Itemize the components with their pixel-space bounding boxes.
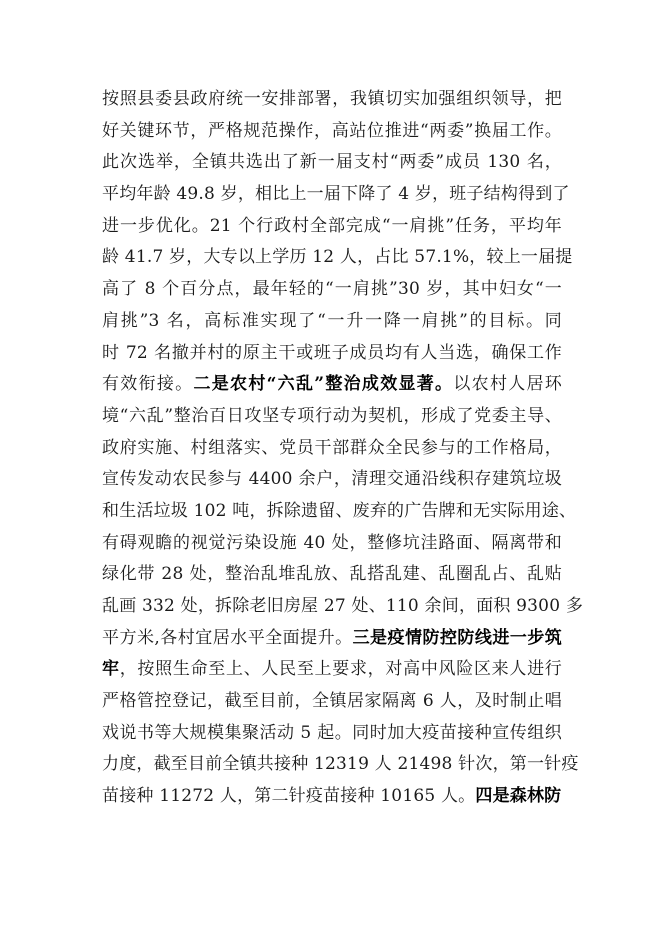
bold-heading-text: 四是森林防 (475, 786, 562, 807)
bold-heading-text: 三是疫情防控防线进一步筑 (352, 627, 563, 648)
paragraph-line (102, 147, 562, 179)
paragraph-line (102, 211, 562, 243)
paragraph-line (102, 338, 562, 370)
body-text: 境“六乱”整治百日攻坚专项行动为契机，形成了党委主导、 (102, 405, 562, 426)
paragraph-line (102, 749, 579, 781)
body-text: 绿化带 28 处，整治乱堆乱放、乱搭乱建、乱圈乱占、乱贴 (102, 564, 562, 585)
paragraph-line (102, 401, 562, 433)
paragraph-line (102, 654, 562, 686)
paragraph-line (102, 686, 562, 718)
document-body (102, 84, 584, 813)
paragraph-line (102, 559, 562, 591)
body-text: 宣传发动农民参与 4400 余户，清理交通沿线积存建筑垃圾 (102, 469, 562, 490)
paragraph-line (102, 623, 562, 655)
paragraph-line (102, 306, 562, 338)
bold-heading-text: 牢 (102, 659, 120, 680)
paragraph-line (102, 369, 562, 401)
bold-heading-text: 二是农村“六乱”整治成效显著。 (193, 374, 454, 395)
paragraph-line (102, 528, 562, 560)
paragraph-line (102, 179, 570, 211)
paragraph-line (102, 591, 584, 623)
paragraph-line (102, 781, 562, 813)
body-text: ，按照生命至上、人民至上要求，对高中风险区来人进行 (119, 659, 563, 680)
body-text: 进一步优化。21 个行政村全部完成“一肩挑”任务，平均年 (102, 215, 562, 236)
body-text: 平方米,各村宜居水平全面提升。 (102, 627, 353, 648)
body-text: 戏说书等大规模集聚活动 5 起。同时加大疫苗接种宣传组织 (102, 722, 562, 743)
body-text: 以农村人居环 (453, 374, 563, 395)
body-text: 力度，截至目前全镇共接种 12319 人 21498 针次，第一针疫 (102, 754, 579, 775)
paragraph-line (102, 718, 562, 750)
paragraph-line (102, 84, 562, 116)
body-text: 有碍观瞻的视觉污染设施 40 处，整修坑洼路面、隔离带和 (102, 532, 562, 553)
body-text: 时 72 名撤并村的原主干或班子成员均有人当选，确保工作 (102, 342, 562, 363)
body-text: 高了 8 个百分点，最年轻的“一肩挑”30 岁，其中妇女“一 (102, 279, 562, 300)
body-text: 乱画 332 处，拆除老旧房屋 27 处、110 余间，面积 9300 多 (102, 596, 584, 616)
paragraph-line (102, 433, 562, 465)
paragraph-line (102, 496, 577, 528)
body-text: 龄 41.7 岁，大专以上学历 12 人，占比 57.1%，较上一届提 (102, 247, 573, 268)
body-text: 严格管控登记，截至目前，全镇居家隔离 6 人，及时制止唱 (102, 691, 562, 712)
body-text: 苗接种 11272 人，第二针疫苗接种 10165 人。 (102, 786, 476, 807)
body-text: 肩挑”3 名，高标准实现了“一升一降一肩挑”的目标。同 (102, 310, 562, 331)
paragraph-line (102, 464, 562, 496)
body-text: 和生活垃圾 102 吨，拆除遗留、废弃的广告牌和无实际用途、 (102, 500, 577, 521)
body-text: 此次选举，全镇共选出了新一届支村“两委”成员 130 名， (102, 152, 562, 173)
paragraph-line (102, 242, 573, 274)
body-text: 好关键环节，严格规范操作，高站位推进“两委”换届工作。 (102, 120, 562, 141)
paragraph-line (102, 274, 562, 306)
body-text: 按照县委县政府统一安排部署，我镇切实加强组织领导，把 (102, 89, 562, 109)
paragraph-line (102, 116, 562, 148)
body-text: 平均年龄 49.8 岁，相比上一届下降了 4 岁，班子结构得到了 (102, 184, 570, 205)
body-text: 有效衔接。 (102, 374, 194, 395)
body-text: 政府实施、村组落实、党员干部群众全民参与的工作格局， (102, 437, 562, 458)
